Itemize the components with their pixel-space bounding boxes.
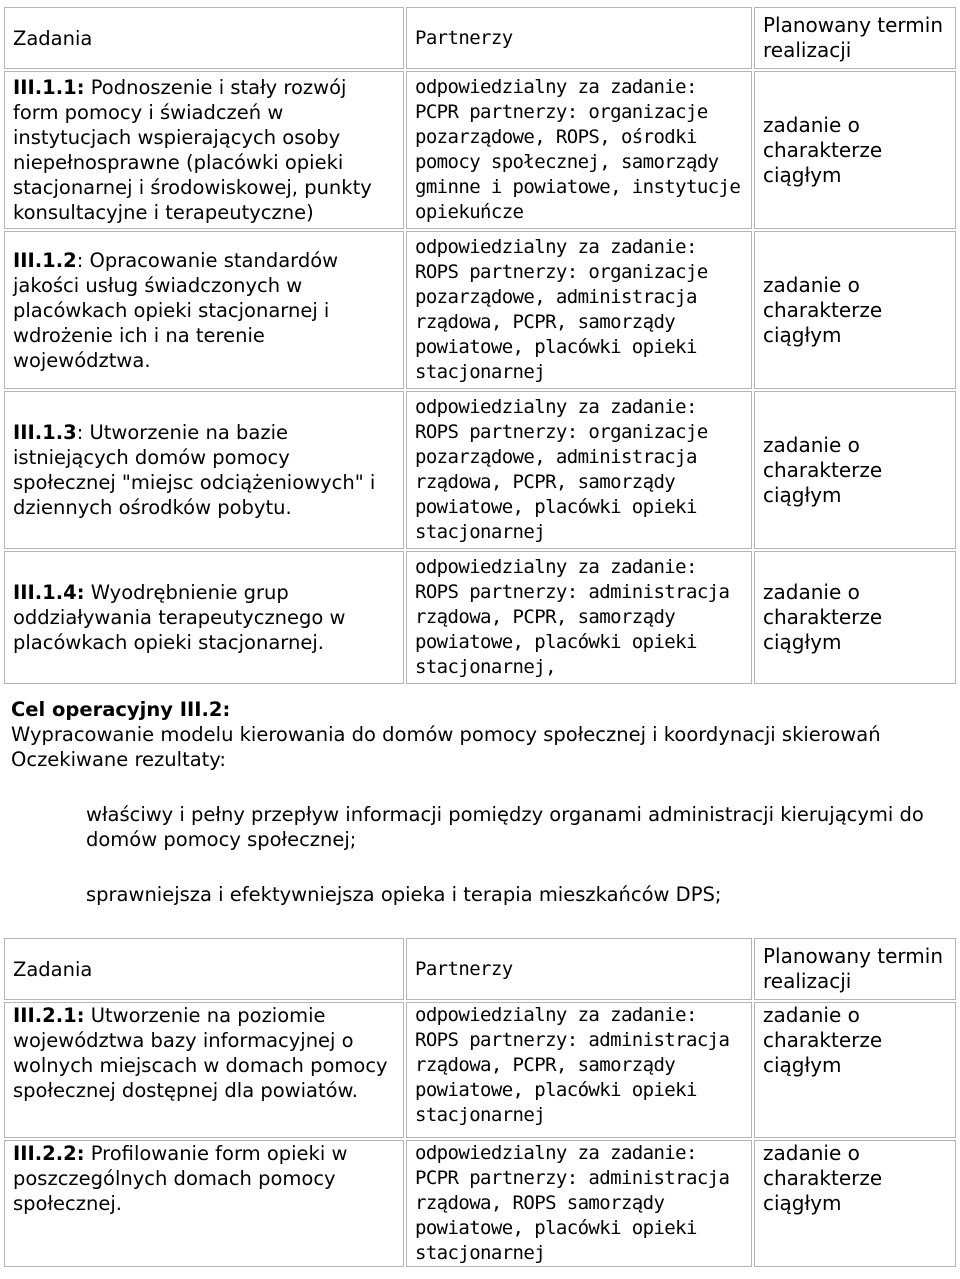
task-text: Profilowanie form opieki w poszczególnych domach pomocy społecznej. [13, 1142, 348, 1215]
partners-cell: odpowiedzialny za zadanie: ROPS partnerzy: administracja rządowa, PCPR, samorządy powiatowe, placówki opieki stacjonarnej, [406, 551, 752, 684]
task-cell [4, 1002, 404, 1138]
task-code: III.1.2 [13, 248, 77, 272]
task-code: III.2.1: [13, 1004, 85, 1027]
task-cell [4, 551, 404, 684]
task-text: : Utworzenie na bazie istniejących domów pomocy społecznej "miejsc odciążeniowych" i dziennych ośrodków pobytu. [13, 421, 376, 519]
expected-result: sprawniejsza i efektywniejsza opieka i terapia mieszkańców DPS; [86, 883, 722, 906]
term-cell: zadanie o charakterze ciągłym [754, 71, 956, 229]
partners-cell: odpowiedzialny za zadanie: PCPR partnerzy: organizacje pozarządowe, ROPS, ośrodki pomocy społecznej, samorządy gminne i powiatowe, instytucje opiekuńcze [406, 71, 752, 229]
task-code: III.1.3 [13, 421, 77, 444]
partners-cell: odpowiedzialny za zadanie: ROPS partnerzy: administracja rządowa, PCPR, samorządy powiatowe, placówki opieki stacjonarnej [406, 1002, 752, 1138]
table-row [4, 71, 956, 229]
header-zadania: Zadania [4, 7, 404, 69]
term-cell: zadanie o charakterze ciągłym [754, 551, 956, 684]
results-label: Oczekiwane rezultaty: [11, 748, 226, 771]
header-partnerzy: Partnerzy [406, 7, 752, 69]
task-code: III.1.1: [13, 76, 85, 99]
task-cell [4, 391, 404, 549]
task-text: Wyodrębnienie grup oddziaływania terapeutycznego w placówkach opieki stacjonarnej. [13, 581, 346, 654]
table-row [4, 551, 956, 684]
term-cell: zadanie o charakterze ciągłym [754, 231, 956, 389]
header-termin: Planowany termin realizacji [754, 7, 956, 69]
term-cell: zadanie o charakterze ciągłym [754, 1140, 956, 1267]
tasks-table-1 [2, 5, 958, 686]
table-header-row [4, 938, 956, 1000]
partners-cell: odpowiedzialny za zadanie: PCPR partnerzy: administracja rządowa, ROPS samorządy powiatowe, placówki opieki stacjonarnej [406, 1140, 752, 1267]
partners-cell: odpowiedzialny za zadanie: ROPS partnerzy: organizacje pozarządowe, administracja rządowa, PCPR, samorządy powiatowe, placówki opieki stacjonarnej [406, 391, 752, 549]
goal-description: Wypracowanie modelu kierowania do domów pomocy społecznej i koordynacji skierowań [11, 723, 881, 746]
task-text: Utworzenie na poziomie województwa bazy informacyjnej o wolnych miejscach w domach pomocy społecznej dostępnej dla powiatów. [13, 1004, 388, 1102]
operational-goal [11, 697, 951, 772]
task-cell [4, 71, 404, 229]
task-text: : Opracowanie standardów jakości usług świadczonych w placówkach opieki stacjonarnej i wdrożenie ich i na terenie województwa. [13, 248, 339, 372]
term-cell: zadanie o charakterze ciągłym [754, 1002, 956, 1138]
task-text: Podnoszenie i stały rozwój form pomocy i świadczeń w instytucjach wspierających osoby niepełnosprawne (placówki opieki stacjonarnej i środowiskowej, punkty konsultacyjne i terapeutyczne) [13, 76, 372, 224]
partners-cell: odpowiedzialny za zadanie: ROPS partnerzy: organizacje pozarządowe, administracja rządowa, PCPR, samorządy powiatowe, placówki opieki stacjonarnej [406, 231, 752, 389]
table-row [4, 391, 956, 549]
table-header-row [4, 7, 956, 69]
task-cell [4, 1140, 404, 1267]
table-row [4, 1002, 956, 1138]
tasks-table-2 [2, 936, 958, 1269]
goal-heading: Cel operacyjny III.2: [11, 698, 231, 721]
table-row [4, 231, 956, 389]
task-code: III.1.4: [13, 581, 85, 604]
header-termin: Planowany termin realizacji [754, 938, 956, 1000]
table-row [4, 1140, 956, 1267]
expected-result: właściwy i pełny przepływ informacji pomiędzy organami administracji kierującymi do domów pomocy społecznej; [86, 803, 924, 851]
header-zadania: Zadania [4, 938, 404, 1000]
term-cell: zadanie o charakterze ciągłym [754, 391, 956, 549]
header-partnerzy: Partnerzy [406, 938, 752, 1000]
task-cell [4, 231, 404, 389]
task-code: III.2.2: [13, 1142, 85, 1165]
